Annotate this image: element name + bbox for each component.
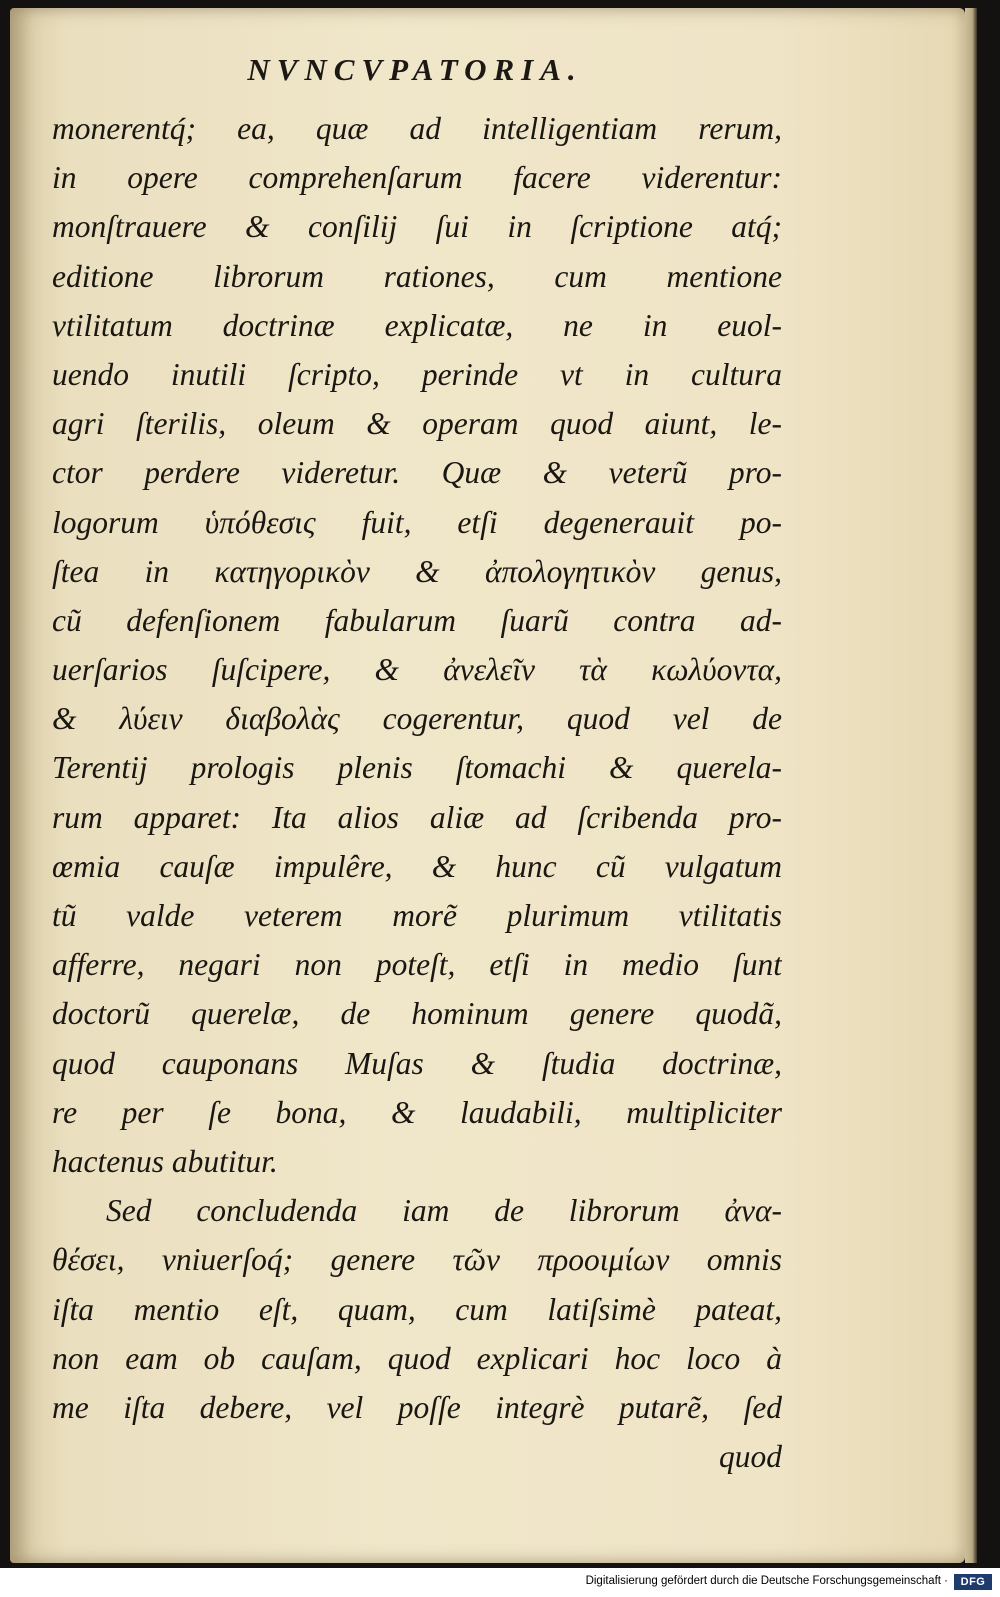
text-line: ſtea in κατηγορικὸν & ἀπολογητικὸν genus,: [52, 553, 782, 589]
text-line: œmia cauſæ impulêre, & hunc cũ vulgatum: [52, 848, 782, 884]
page-edge: [965, 8, 977, 1563]
text-line: doctorũ querelæ, de hominum genere quodã,: [52, 996, 782, 1032]
text-line: & λύειν διαβολὰς cogerentur, quod vel de: [52, 701, 782, 737]
text-line: rum apparet: Ita alios aliæ ad ſcribenda pro-: [52, 799, 782, 835]
text-line: cũ defenſionem fabularum ſuarũ contra ad-: [52, 602, 782, 638]
text-line: editione librorum rationes, cum mentione: [52, 258, 782, 294]
text-line: uerſarios ſuſcipere, & ἀνελεῖν τὰ κωλύοντα,: [52, 652, 782, 688]
text-line: ctor perdere videretur. Quæ & veterũ pro-: [52, 455, 782, 491]
text-line: in opere comprehenſarum facere viderentur:: [52, 160, 782, 196]
text-line: hactenus abutitur.: [52, 1143, 278, 1179]
text-line: θέσει, vniuerſoq́; genere τῶν προοιμίων omnis: [52, 1242, 782, 1278]
footer-bar: [0, 1568, 1000, 1597]
text-line: iſta mentio eſt, quam, cum latiſsimè pateat,: [52, 1291, 782, 1327]
text-line: agri ſterilis, oleum & operam quod aiunt, le-: [52, 406, 782, 442]
text-line: afferre, negari non poteſt, etſi in medio ſunt: [52, 947, 782, 983]
text-line: quod cauponans Muſas & ſtudia doctrinæ,: [52, 1045, 782, 1081]
text-line: Sed concludenda iam de librorum ἀνα-: [106, 1193, 782, 1229]
book-page: [10, 8, 965, 1563]
catchword: quod: [719, 1439, 782, 1475]
dfg-logo: DFG: [954, 1574, 992, 1590]
text-line: Terentij prologis plenis ſtomachi & querela-: [52, 750, 782, 786]
body-text: [52, 104, 782, 1481]
text-line: uendo inutili ſcripto, perinde vt in cultura: [52, 356, 782, 392]
text-line: monſtrauere & conſilij ſui in ſcriptione atq́;: [52, 209, 782, 245]
text-line: vtilitatum doctrinæ explicatæ, ne in euol-: [52, 307, 782, 343]
text-line: re per ſe bona, & laudabili, multipliciter: [52, 1094, 782, 1130]
text-line: me iſta debere, vel poſſe integrè putarẽ, ſed: [52, 1389, 782, 1425]
running-head: NVNCVPATORIA.: [247, 52, 583, 87]
text-line: monerentq́; ea, quæ ad intelligentiam rerum,: [52, 111, 782, 146]
text-line: non eam ob cauſam, quod explicari hoc loco à: [52, 1340, 782, 1376]
text-line: tũ valde veterem morẽ plurimum vtilitatis: [52, 898, 782, 933]
funding-credit: Digitalisierung gefördert durch die Deutsche Forschungsgemeinschaft ·: [585, 1575, 948, 1587]
text-line: logorum ὑπόθεσις fuit, etſi degenerauit po-: [52, 504, 782, 540]
